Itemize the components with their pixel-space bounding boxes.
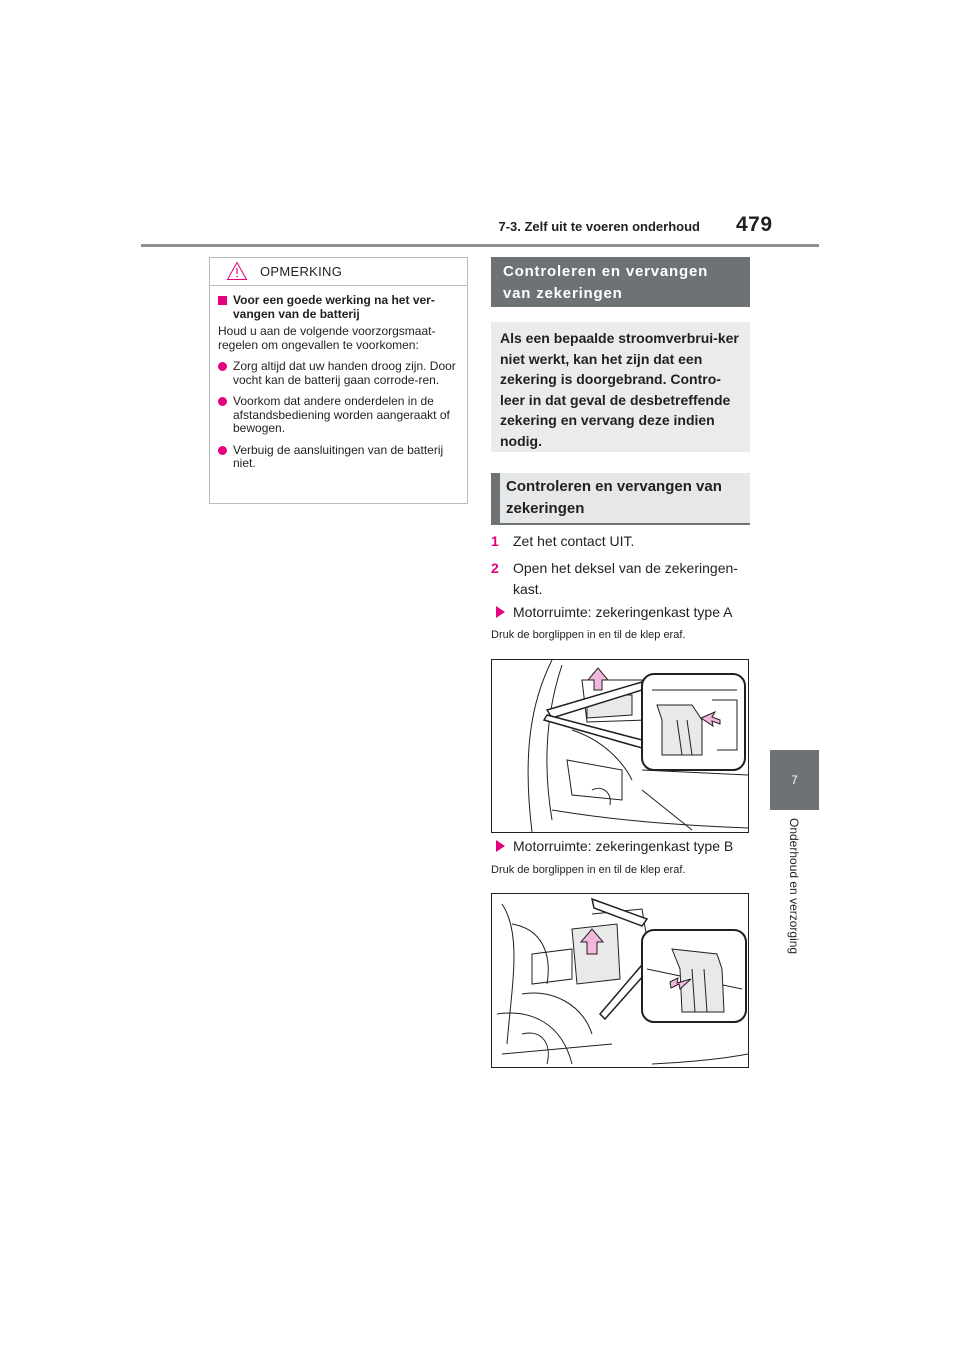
triangle-bullet-icon [496,840,505,852]
engine-bay-illustration-a [492,660,748,832]
intro-box: Als een bepaalde stroomverbrui-ker niet werkt, kan het zijn dat een zekering is doorgebrand. Contro-leer in dat geval de desbetreffende zekering en vervang deze indien nodig. [491,322,750,452]
chapter-label [788,818,802,978]
notice-item-text: Verbuig de aansluitingen van de batterij niet. [233,442,444,470]
notice-item-text: Zorg altijd dat uw handen droog zijn. Door vocht kan de batterij gaan corrode-ren. [233,359,456,387]
section-banner: Controleren en vervangen van zekeringen [491,257,750,307]
notice-item [218,444,457,471]
step-1 [491,531,753,552]
dot-bullet-icon [218,446,227,455]
notice-box [209,257,468,504]
notice-heading-text: Voor een goede werking na het ver-vangen van de batterij [233,293,435,321]
type-a-label [491,604,732,620]
notice-item [218,360,457,387]
step-number: 2 [491,560,499,576]
step-text: Zet het contact UIT. [513,533,635,549]
notice-heading [218,294,457,321]
engine-bay-illustration-b [492,894,748,1067]
triangle-bullet-icon [496,606,505,618]
chapter-label-text: Onderhoud en verzorging [787,818,801,955]
illustration-fusebox-a [491,659,749,833]
dot-bullet-icon [218,397,227,406]
step-2 [491,558,753,600]
notice-body [210,286,467,471]
dot-bullet-icon [218,362,227,371]
step-number: 1 [491,533,499,549]
type-b-caption: Druk de borglippen in en til de klep eraf. [491,864,686,876]
notice-header [210,258,467,286]
type-b-label-text: Motorruimte: zekeringenkast type B [513,838,734,854]
illustration-fusebox-b [491,893,749,1068]
notice-item-text: Voorkom dat andere onderdelen in de afstandsbediening worden aangeraakt of bewogen. [233,394,450,435]
section-title-text: 7-3. Zelf uit te voeren onderhoud [498,219,700,234]
subheading: Controleren en vervangen van zekeringen [491,473,750,525]
step-text: Open het deksel van de zekeringen-kast. [513,560,738,597]
warning-icon [226,261,248,281]
type-a-label-text: Motorruimte: zekeringenkast type A [513,604,733,620]
notice-intro: Houd u aan de volgende voorzorgsmaat-regelen om ongevallen te voorkomen: [218,324,436,352]
chapter-tab[interactable]: 7 [770,750,819,810]
type-b-label [491,838,733,854]
page-number: 479 [736,213,773,236]
header-rule [141,244,819,247]
notice-item [218,395,457,436]
square-bullet-icon [218,296,227,305]
notice-title: OPMERKING [260,264,343,279]
type-a-caption: Druk de borglippen in en til de klep eraf. [491,629,686,641]
